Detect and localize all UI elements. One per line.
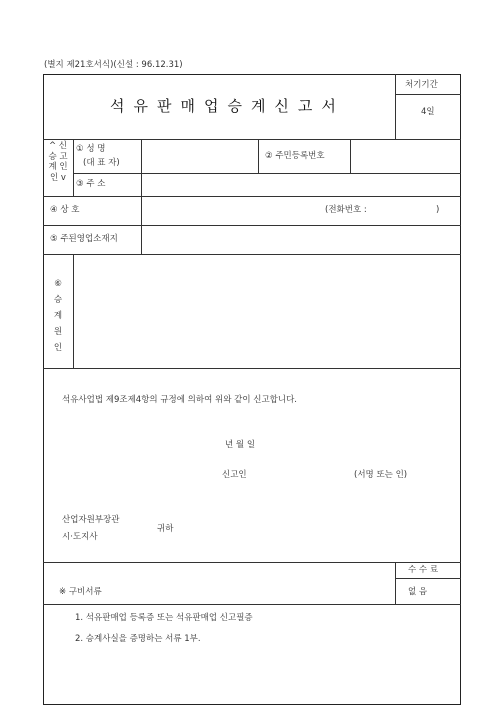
recipient-suffix: 귀하 xyxy=(157,524,174,534)
divider xyxy=(43,368,461,369)
business-location-label: ⑤ 주된영업소재지 xyxy=(50,234,118,244)
fee-value: 없 음 xyxy=(408,587,428,597)
divider xyxy=(395,604,461,605)
declaration-text: 석유사업법 제9조제4항의 규정에 의하여 위와 같이 신고합니다. xyxy=(62,395,298,405)
phone-label: (전화번호 : xyxy=(325,205,367,215)
reporter-label: 신고인 xyxy=(222,470,247,480)
divider xyxy=(43,562,461,563)
representative-label: (대 표 자) xyxy=(83,158,120,168)
fee-label: 수 수 료 xyxy=(408,565,439,575)
divider xyxy=(73,139,74,196)
divider xyxy=(43,139,461,140)
attachments-heading: ※ 구비서류 xyxy=(59,587,102,597)
processing-period-value: 4일 xyxy=(421,107,435,117)
recipient-line-1: 산업자원부장관 xyxy=(62,515,120,525)
divider xyxy=(43,225,461,226)
attachment-item: 2. 승계사실을 증명하는 서류 1부. xyxy=(75,634,201,644)
divider xyxy=(43,196,461,197)
processing-period-label: 처기기간 xyxy=(405,80,438,90)
form-number: (별지 제21호서식)(신설 : 96.12.31) xyxy=(44,60,183,70)
divider xyxy=(43,604,395,605)
divider xyxy=(43,254,461,255)
recipient-line-2: 시·도지사 xyxy=(62,532,98,542)
successor-group-label: ^ 신승 고계 인인 v xyxy=(48,141,68,183)
address-label: ③ 주 소 xyxy=(76,179,106,189)
succession-reason-label: ⑥ 승 계 원 인 xyxy=(53,279,63,353)
divider xyxy=(258,139,259,173)
divider xyxy=(73,173,461,174)
date-line: 년 월 일 xyxy=(225,440,256,450)
divider xyxy=(350,139,351,173)
divider xyxy=(395,578,461,579)
signature-label: (서명 또는 인) xyxy=(354,470,408,480)
trade-name-label: ④ 상 호 xyxy=(50,205,80,215)
divider xyxy=(395,562,396,604)
divider xyxy=(73,254,74,368)
divider xyxy=(395,94,461,95)
resident-number-label: ② 주민등록번호 xyxy=(265,151,325,161)
form-frame xyxy=(43,74,461,705)
attachment-item: 1. 석유판매업 등록증 또는 석유판매업 신고필증 xyxy=(75,613,253,623)
divider xyxy=(141,139,142,254)
form-title: 석유판매업승계신고서 xyxy=(110,97,345,115)
name-label: ① 성 명 xyxy=(76,144,106,154)
divider xyxy=(395,74,396,139)
phone-close: ) xyxy=(436,205,440,215)
